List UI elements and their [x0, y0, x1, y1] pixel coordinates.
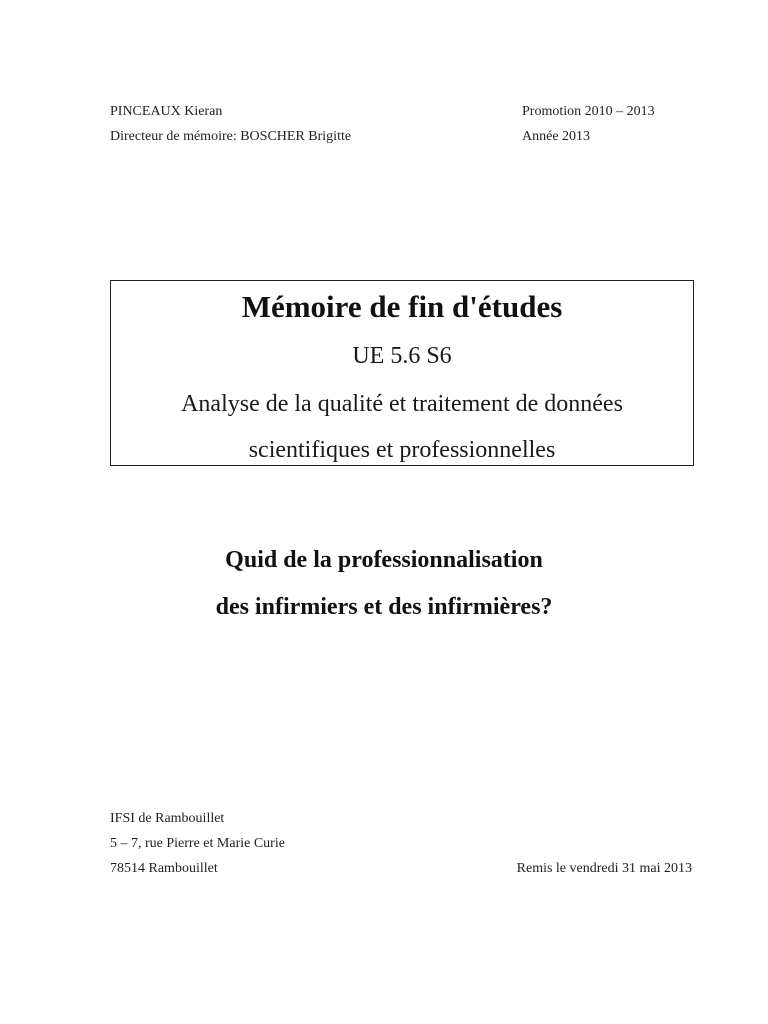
- submission-date: Remis le vendredi 31 mai 2013: [516, 861, 692, 876]
- author-name: PINCEAUX Kieran: [110, 104, 223, 119]
- course-title-line-2: scientifiques et professionnelles: [248, 437, 556, 463]
- title-box: [110, 280, 694, 466]
- subject-line-2: des infirmiers et des infirmières?: [215, 594, 553, 620]
- institution-city: 78514 Rambouillet: [110, 861, 218, 876]
- document-title: Mémoire de fin d'études: [241, 289, 563, 324]
- course-title-line-1: Analyse de la qualité et traitement de données: [181, 391, 623, 417]
- thesis-director: Directeur de mémoire: BOSCHER Brigitte: [110, 129, 352, 144]
- institution-street: 5 – 7, rue Pierre et Marie Curie: [110, 836, 285, 851]
- subject-line-1: Quid de la professionnalisation: [225, 547, 543, 573]
- course-unit: UE 5.6 S6: [352, 343, 452, 369]
- institution-name: IFSI de Rambouillet: [110, 811, 225, 826]
- promotion-years: Promotion 2010 – 2013: [522, 104, 655, 119]
- academic-year: Année 2013: [522, 129, 591, 144]
